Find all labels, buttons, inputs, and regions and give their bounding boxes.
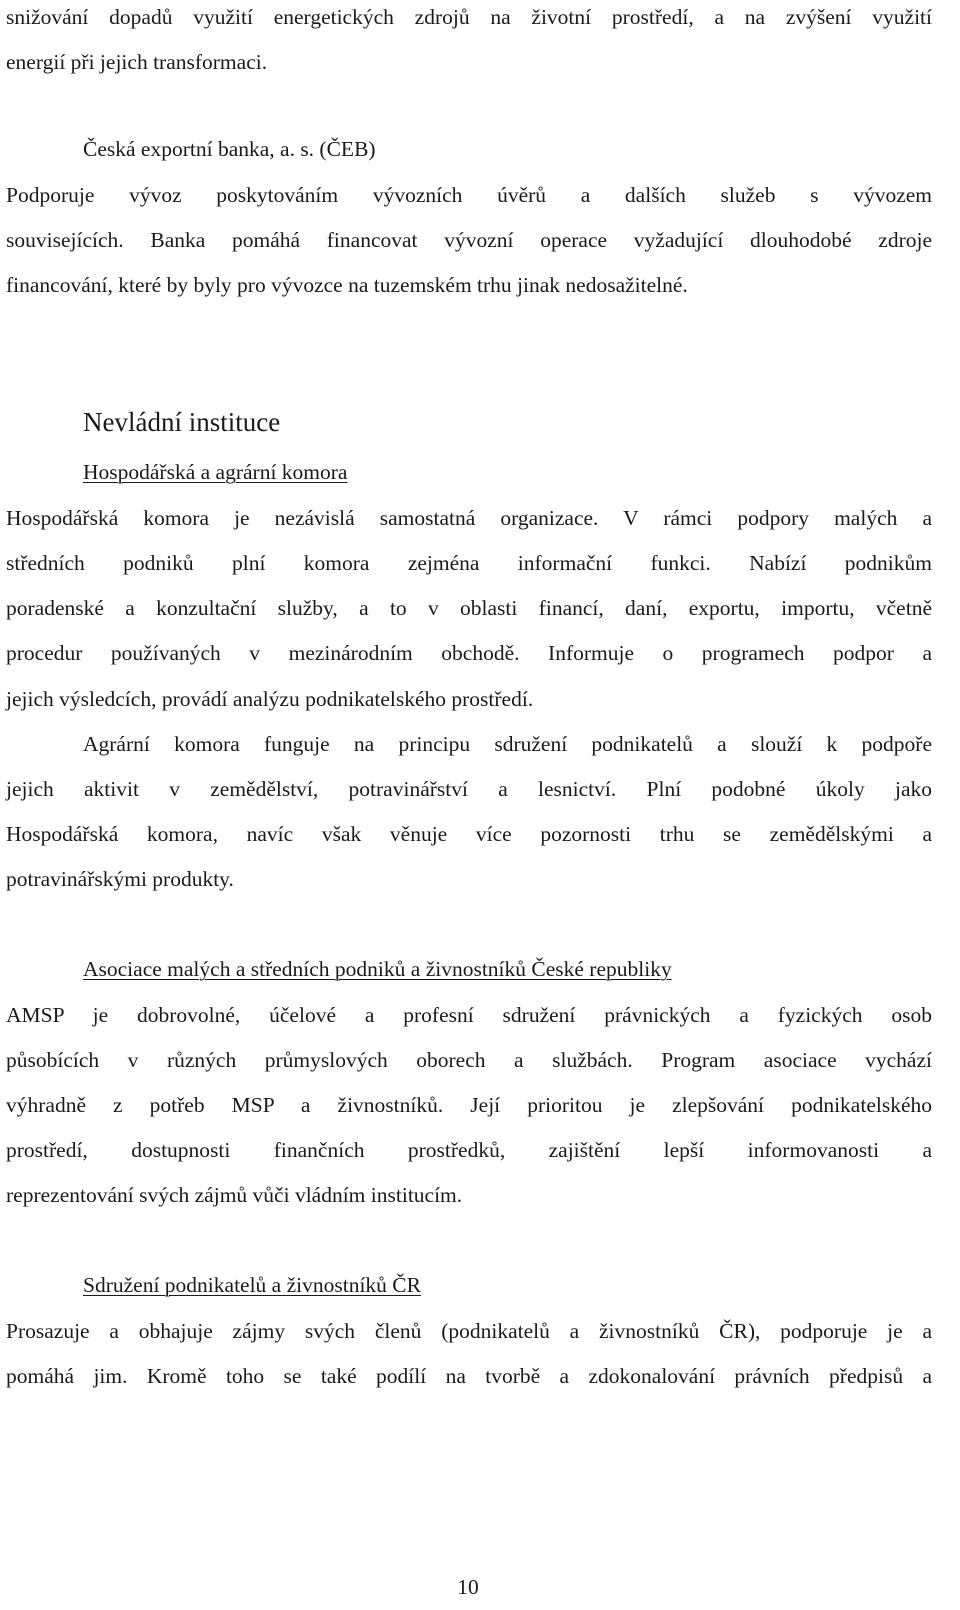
chamber-line-1: Hospodářská komora je nezávislá samostatná organizace. V rámci podpory malých a (6, 506, 932, 530)
amsp-line-4: prostředí, dostupnosti finančních prostředků, zajištění lepší informovanosti a (6, 1138, 932, 1162)
ceb-line-3: financování, které by byly pro vývozce na tuzemském trhu jinak nedosažitelné. (6, 273, 688, 297)
amsp-title: Asociace malých a středních podniků a živnostníků České republiky (83, 957, 672, 981)
intro-line-2: energií při jejich transformaci. (6, 50, 268, 74)
sp-title: Sdružení podnikatelů a živnostníků ČR (83, 1273, 421, 1297)
amsp-line-5: reprezentování svých zájmů vůči vládním institucím. (6, 1183, 463, 1207)
agrarian-line-4: potravinářskými produkty. (6, 867, 234, 891)
amsp-line-2: působících v různých průmyslových oborech a službách. Program asociace vychází (6, 1048, 932, 1072)
agrarian-line-1: Agrární komora funguje na principu sdružení podnikatelů a slouží k podpoře (83, 732, 932, 756)
amsp-line-1: AMSP je dobrovolné, účelové a profesní sdružení právnických a fyzických osob (6, 1003, 932, 1027)
chamber-line-2: středních podniků plní komora zejména informační funkci. Nabízí podnikům (6, 551, 932, 575)
sp-line-1: Prosazuje a obhajuje zájmy svých členů (podnikatelů a živnostníků ČR), podporuje je a (6, 1319, 932, 1343)
agrarian-line-2: jejich aktivit v zemědělství, potravinářství a lesnictví. Plní podobné úkoly jako (6, 777, 932, 801)
agrarian-line-3: Hospodářská komora, navíc však věnuje více pozornosti trhu se zemědělskými a (6, 822, 932, 846)
ceb-line-1: Podporuje vývoz poskytováním vývozních úvěrů a dalších služeb s vývozem (6, 183, 932, 207)
intro-line-1: snižování dopadů využití energetických zdrojů na životní prostředí, a na zvýšení využití (6, 5, 932, 29)
chamber-line-3: poradenské a konzultační služby, a to v oblasti financí, daní, exportu, importu, včetně (6, 596, 932, 620)
ceb-title: Česká exportní banka, a. s. (ČEB) (83, 137, 376, 161)
page-number: 10 (457, 1575, 479, 1599)
chamber-title: Hospodářská a agrární komora (83, 460, 348, 484)
section-heading-ngo: Nevládní instituce (83, 407, 281, 437)
sp-line-2: pomáhá jim. Kromě toho se také podílí na tvorbě a zdokonalování právních předpisů a (6, 1364, 932, 1388)
amsp-line-3: výhradně z potřeb MSP a živnostníků. Její prioritou je zlepšování podnikatelského (6, 1093, 932, 1117)
ceb-line-2: souvisejících. Banka pomáhá financovat vývozní operace vyžadující dlouhodobé zdroje (6, 228, 932, 252)
chamber-line-4: procedur používaných v mezinárodním obchodě. Informuje o programech podpor a (6, 641, 932, 665)
chamber-line-5: jejich výsledcích, provádí analýzu podnikatelského prostředí. (6, 687, 534, 711)
